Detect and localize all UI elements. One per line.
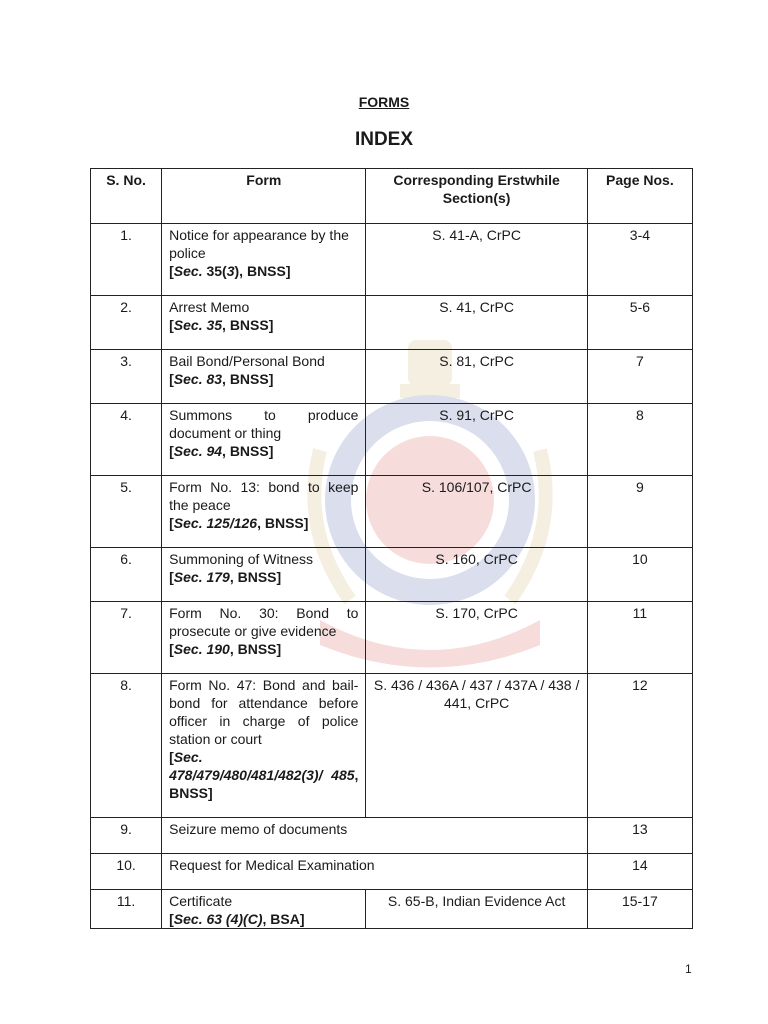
row-sno: 6. bbox=[91, 548, 162, 602]
table-row bbox=[91, 296, 693, 350]
header-form: Form bbox=[162, 169, 366, 224]
row-sno: 4. bbox=[91, 404, 162, 476]
row-form bbox=[162, 602, 366, 674]
table-row bbox=[91, 224, 693, 296]
row-pages: 9 bbox=[587, 476, 692, 548]
form-title: Form No. 30: Bond to prosecute or give evidence bbox=[169, 605, 359, 639]
row-form bbox=[162, 476, 366, 548]
row-sno: 5. bbox=[91, 476, 162, 548]
row-form bbox=[162, 548, 366, 602]
row-sno: 9. bbox=[91, 818, 162, 854]
table-row bbox=[91, 548, 693, 602]
table-row bbox=[91, 350, 693, 404]
form-title: Summons to produce document or thing bbox=[169, 407, 359, 441]
row-section: S. 106/107, CrPC bbox=[366, 476, 587, 548]
row-sno: 8. bbox=[91, 674, 162, 818]
row-pages: 14 bbox=[587, 854, 692, 890]
row-pages: 5-6 bbox=[587, 296, 692, 350]
row-form bbox=[162, 224, 366, 296]
table-row bbox=[91, 602, 693, 674]
row-sno: 1. bbox=[91, 224, 162, 296]
row-form bbox=[162, 890, 366, 929]
table-row bbox=[91, 404, 693, 476]
table-row bbox=[91, 476, 693, 548]
table-row bbox=[91, 890, 693, 929]
row-pages: 11 bbox=[587, 602, 692, 674]
form-title: Certificate bbox=[169, 893, 233, 909]
form-reference: [Sec. 478/479/480/481/482(3)/ 485, BNSS] bbox=[169, 749, 359, 801]
row-pages: 7 bbox=[587, 350, 692, 404]
row-form bbox=[162, 350, 366, 404]
forms-index-table bbox=[90, 168, 693, 929]
form-title: Summoning of Witness bbox=[169, 551, 314, 567]
form-reference: [Sec. 83, BNSS] bbox=[169, 371, 274, 387]
row-form: Seizure memo of documents bbox=[162, 818, 588, 854]
row-section: S. 436 / 436A / 437 / 437A / 438 / 441, CrPC bbox=[366, 674, 587, 818]
form-title: Notice for appearance by the police bbox=[169, 227, 349, 261]
row-pages: 13 bbox=[587, 818, 692, 854]
form-reference: [Sec. 94, BNSS] bbox=[169, 443, 274, 459]
form-title: Bail Bond/Personal Bond bbox=[169, 353, 325, 369]
row-pages: 15-17 bbox=[587, 890, 692, 929]
row-section: S. 160, CrPC bbox=[366, 548, 587, 602]
row-section: S. 41-A, CrPC bbox=[366, 224, 587, 296]
form-reference: [Sec. 190, BNSS] bbox=[169, 641, 282, 657]
form-title: Form No. 13: bond to keep the peace bbox=[169, 479, 359, 513]
row-form bbox=[162, 404, 366, 476]
forms-heading: FORMS bbox=[358, 94, 410, 110]
row-sno: 3. bbox=[91, 350, 162, 404]
form-title: Form No. 47: Bond and bail-bond for attendance before officer in charge of police station or court bbox=[169, 677, 359, 747]
page-number: 1 bbox=[685, 962, 692, 976]
header-section: Corresponding Erstwhile Section(s) bbox=[366, 169, 587, 224]
row-section: S. 91, CrPC bbox=[366, 404, 587, 476]
row-section: S. 41, CrPC bbox=[366, 296, 587, 350]
row-sno: 11. bbox=[91, 890, 162, 929]
row-form bbox=[162, 296, 366, 350]
row-section: S. 65-B, Indian Evidence Act bbox=[366, 890, 587, 929]
row-sno: 2. bbox=[91, 296, 162, 350]
row-pages: 12 bbox=[587, 674, 692, 818]
index-heading: INDEX bbox=[354, 129, 414, 150]
form-reference: [Sec. 35, BNSS] bbox=[169, 317, 274, 333]
row-section: S. 170, CrPC bbox=[366, 602, 587, 674]
row-sno: 10. bbox=[91, 854, 162, 890]
form-reference: [Sec. 179, BNSS] bbox=[169, 569, 282, 585]
table-row bbox=[91, 854, 693, 890]
table-row bbox=[91, 818, 693, 854]
header-pages: Page Nos. bbox=[587, 169, 692, 224]
row-pages: 8 bbox=[587, 404, 692, 476]
row-form: Request for Medical Examination bbox=[162, 854, 588, 890]
header-sno: S. No. bbox=[91, 169, 162, 224]
row-pages: 3-4 bbox=[587, 224, 692, 296]
row-sno: 7. bbox=[91, 602, 162, 674]
table-header-row bbox=[91, 169, 693, 224]
form-reference: [Sec. 63 (4)(C), BSA] bbox=[169, 911, 305, 927]
form-reference: [Sec. 35(3), BNSS] bbox=[169, 263, 291, 279]
row-form bbox=[162, 674, 366, 818]
row-pages: 10 bbox=[587, 548, 692, 602]
form-reference: [Sec. 125/126, BNSS] bbox=[169, 515, 309, 531]
row-section: S. 81, CrPC bbox=[366, 350, 587, 404]
table-row bbox=[91, 674, 693, 818]
form-title: Arrest Memo bbox=[169, 299, 250, 315]
